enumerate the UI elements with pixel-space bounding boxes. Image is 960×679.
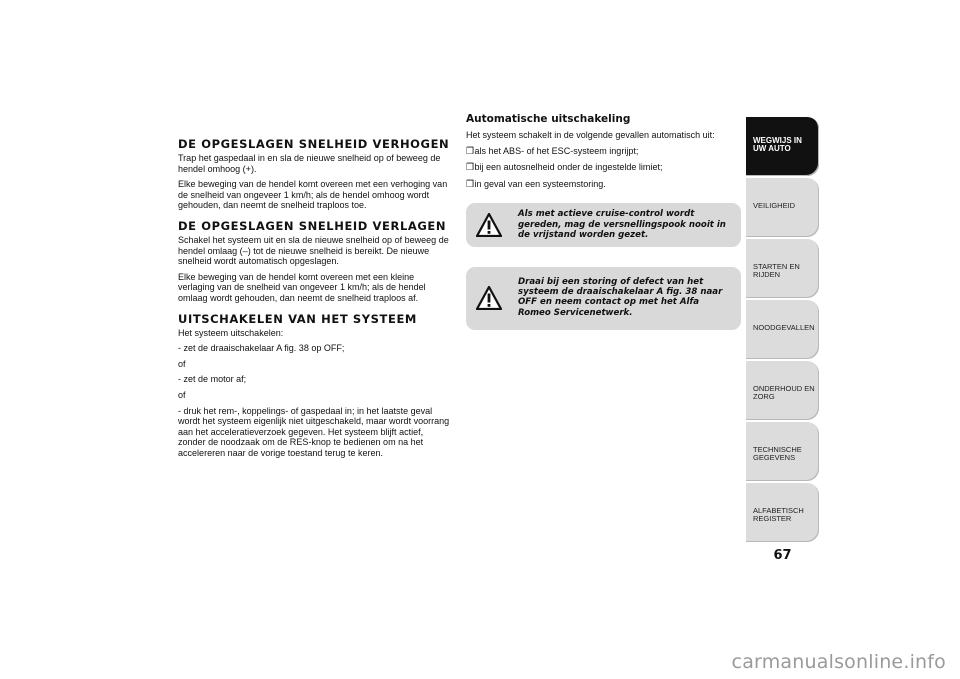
paragraph: Het systeem uitschakelen: [178,327,284,339]
warning-box [466,203,741,247]
subheading: Automatische uitschakeling [466,113,631,125]
section-speed-up [178,137,454,212]
tab-wegwijs-in-uw-auto[interactable]: WEGWIJS IN UW AUTO [746,117,819,176]
left-column [178,137,454,466]
paragraph: - druk het rem-, koppelings- of gaspedaal in; in het laatste geval wordt het systeem eigenlijk niet uitgeschakeld, maar wordt voorrang aan het acceleratieverzoek gegeven. Het systeem blijft actief, zonder de noodzaak om de RES-knop te bedienen om na het accelereren naar de vorige toestand terug te keren. [178,405,450,459]
intro-text: Het systeem schakelt in de volgende gevallen automatisch uit: [466,130,715,141]
list-item: ❒bij een autosnelheid onder de ingestelde limiet; [466,162,663,174]
condition-list [466,147,741,191]
warning-box [466,267,741,330]
section-switch-off [178,312,454,460]
checkbox-bullet-icon: ❒ [466,178,475,190]
paragraph: of [178,389,186,401]
tab-technische-gegevens[interactable]: TECHNISCHE GEGEVENS [746,422,819,481]
checkbox-bullet-icon: ❒ [466,145,475,157]
paragraph: Schakel het systeem uit en sla de nieuwe snelheid op of beweeg de hendel omlaag (–) tot de nieuwe snelheid is bereikt. De nieuwe snelheid wordt automatisch opgeslagen. [178,234,449,268]
warning-triangle-icon [476,213,502,237]
paragraph: of [178,358,186,370]
paragraph: - zet de motor af; [178,374,247,386]
section-heading: DE OPGESLAGEN SNELHEID VERHOGEN [178,137,450,151]
chapter-tabs [746,117,819,544]
watermark: carmanualsonline.info [731,651,946,673]
tab-onderhoud-en-zorg[interactable]: ONDERHOUD EN ZORG [746,361,819,420]
paragraph: - zet de draaischakelaar A fig. 38 op OFF; [178,343,345,355]
tab-alfabetisch-register[interactable]: ALFABETISCH REGISTER [746,483,819,542]
right-column [466,113,741,330]
checkbox-bullet-icon: ❒ [466,162,475,174]
paragraph: Elke beweging van de hendel komt overeen met een kleine verlaging van de snelheid van ongeveer 1 km/h; als de hendel omlaag wordt gehouden, dan neemt de snelheid traploos af. [178,271,426,304]
warning-text: Als met actieve cruise-control wordt gereden, mag de versnellingspook nooit in de vrijstand worden gezet. [518,209,726,240]
tab-starten-en-rijden[interactable]: STARTEN EN RIJDEN [746,239,819,298]
paragraph: Elke beweging van de hendel komt overeen met een verhoging van de snelheid van ongeveer 1 km/h; als de hendel omhoog wordt gehouden, dan neemt de snelheid traploos toe. [178,179,448,212]
page-number: 67 [773,548,792,563]
warning-text: Draai bij een storing of defect van het systeem de draaischakelaar A fig. 38 naar OFF en neem contact op met het Alfa Romeo Servicenetwerk. [518,276,723,318]
paragraph: Trap het gaspedaal in en sla de nieuwe snelheid op of beweeg de hendel omhoog (+). [178,153,441,175]
tab-noodgevallen[interactable]: NOODGEVALLEN [746,300,819,359]
warning-triangle-icon [476,286,502,310]
tab-veiligheid[interactable]: VEILIGHEID [746,178,819,237]
section-speed-down [178,219,454,305]
section-heading: DE OPGESLAGEN SNELHEID VERLAGEN [178,218,447,233]
list-item: ❒als het ABS- of het ESC-systeem ingrijpt; [466,145,639,157]
section-heading: UITSCHAKELEN VAN HET SYSTEEM [178,311,417,326]
list-item: ❒in geval van een systeemstoring. [466,178,606,190]
